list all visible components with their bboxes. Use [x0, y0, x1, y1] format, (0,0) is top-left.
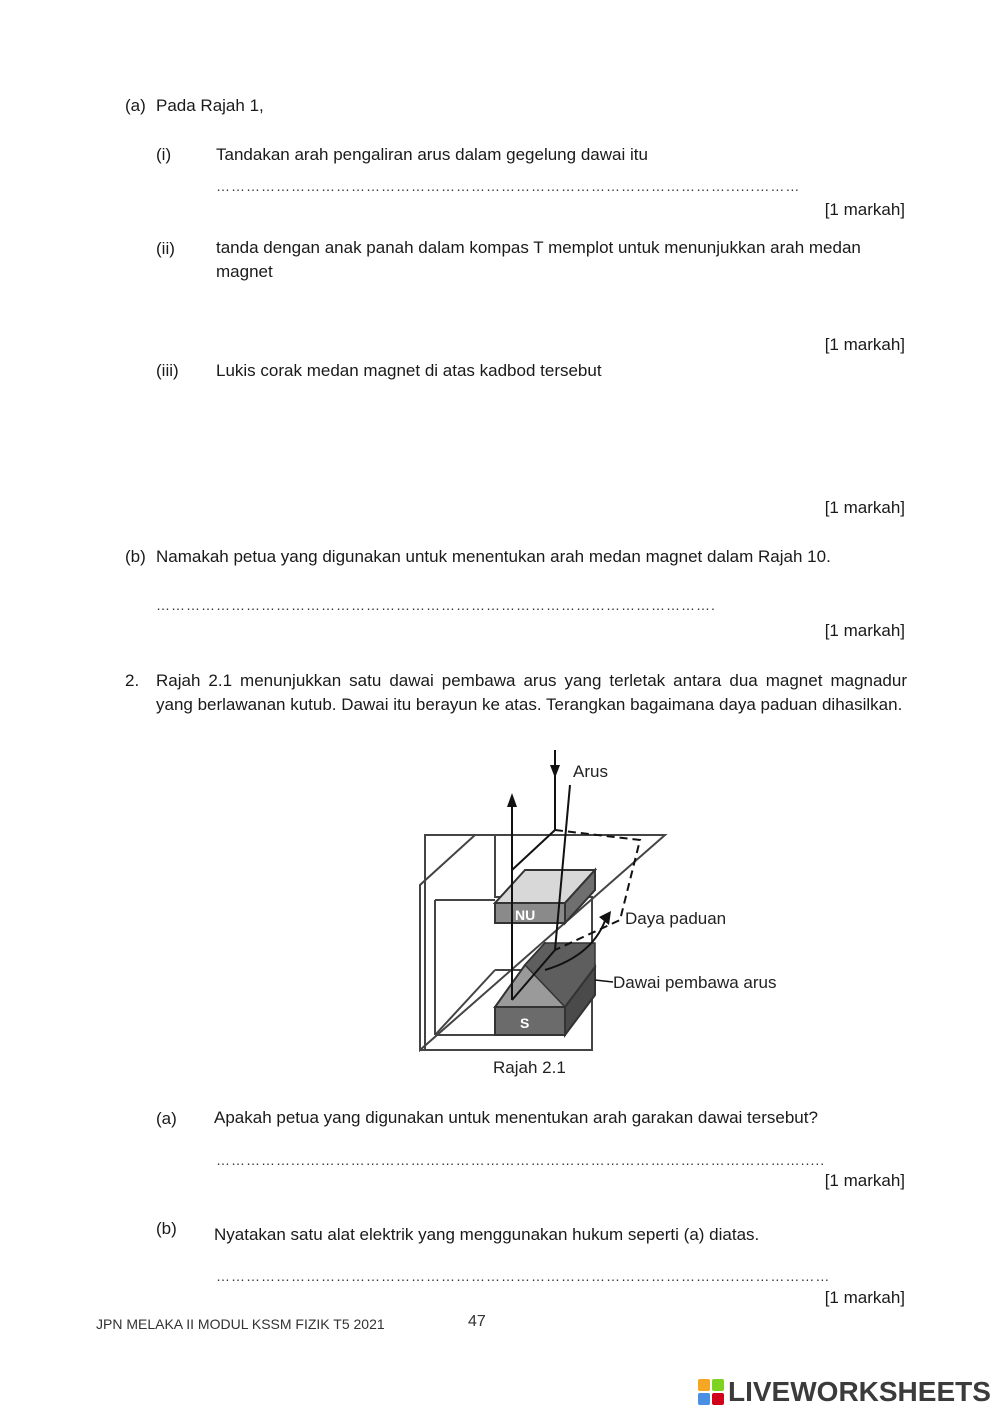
marks-q1a-ii: [1 markah]	[824, 335, 905, 354]
q2b-label: (b)	[156, 1219, 177, 1238]
q1a-label: (a)	[125, 96, 146, 115]
answer-line-q2a[interactable]: ……………...……………………………………………………………………………………….....	[216, 1152, 826, 1168]
magnet-wire-diagram	[395, 745, 815, 1085]
page-number: 47	[468, 1313, 486, 1330]
q2b-text: Nyatakan satu alat elektrik yang menggunakan hukum seperti (a) diatas.	[214, 1225, 760, 1244]
brand-name: LIVEWORKSHEETS	[728, 1376, 991, 1407]
q2a-label: (a)	[156, 1109, 177, 1128]
liveworksheets-logo[interactable]	[698, 1378, 991, 1406]
pole-s-label: S	[520, 1015, 530, 1031]
q1a-ii-label: (ii)	[156, 239, 175, 258]
q1b-label: (b)	[125, 547, 146, 566]
diagram-caption: Rajah 2.1	[493, 1058, 566, 1077]
answer-line-q2b[interactable]: ………………………………………………………………………………………......………………	[216, 1268, 831, 1284]
answer-line-q1a-i[interactable]: …………………………………………………………………………………………......………	[216, 178, 801, 194]
south-magnet	[495, 943, 595, 1035]
north-magnet	[495, 870, 595, 923]
marks-q2b: [1 markah]	[824, 1288, 905, 1307]
marks-q1a-i: [1 markah]	[824, 200, 905, 219]
q1b-text: Namakah petua yang digunakan untuk menentukan arah medan magnet dalam Rajah 10.	[156, 547, 831, 566]
marks-q1b: [1 markah]	[824, 621, 905, 640]
label-dawai: Dawai pembawa arus	[613, 973, 777, 992]
q1a-ii-text: tanda dengan anak panah dalam kompas T memplot untuk menunjukkan arah medan magnet	[216, 238, 861, 281]
q2-number: 2.	[125, 671, 140, 690]
marks-q1a-iii: [1 markah]	[824, 498, 905, 517]
q1a-iii-label: (iii)	[156, 361, 179, 380]
current-arrow-icon	[550, 765, 560, 778]
liveworksheets-logo-icon	[698, 1379, 724, 1405]
q1a-i-label: (i)	[156, 145, 172, 164]
pole-n-label: NU	[515, 907, 536, 923]
q1a-iii-text: Lukis corak medan magnet di atas kadbod tersebut	[216, 361, 602, 380]
upward-arrow-icon	[507, 793, 517, 807]
q1a-text: Pada Rajah 1,	[156, 96, 264, 115]
footer-module-text: JPN MELAKA II MODUL KSSM FIZIK T5 2021	[96, 1316, 385, 1332]
q2a-text: Apakah petua yang digunakan untuk menentukan arah garakan dawai tersebut?	[214, 1108, 818, 1127]
marks-q2a: [1 markah]	[824, 1171, 905, 1190]
answer-line-q1b[interactable]: ………………………………………………………………………………………………….	[156, 597, 716, 613]
label-daya-paduan: Daya paduan	[625, 909, 727, 928]
q2-text: Rajah 2.1 menunjukkan satu dawai pembawa arus yang terletak antara dua magnet magnadur yang berlawanan kutub. Dawai itu berayun ke atas. Terangkan bagaimana daya paduan dihasilkan.	[156, 671, 907, 714]
label-arus: Arus	[573, 762, 608, 781]
q1a-i-text: Tandakan arah pengaliran arus dalam gegelung dawai itu	[216, 145, 648, 164]
